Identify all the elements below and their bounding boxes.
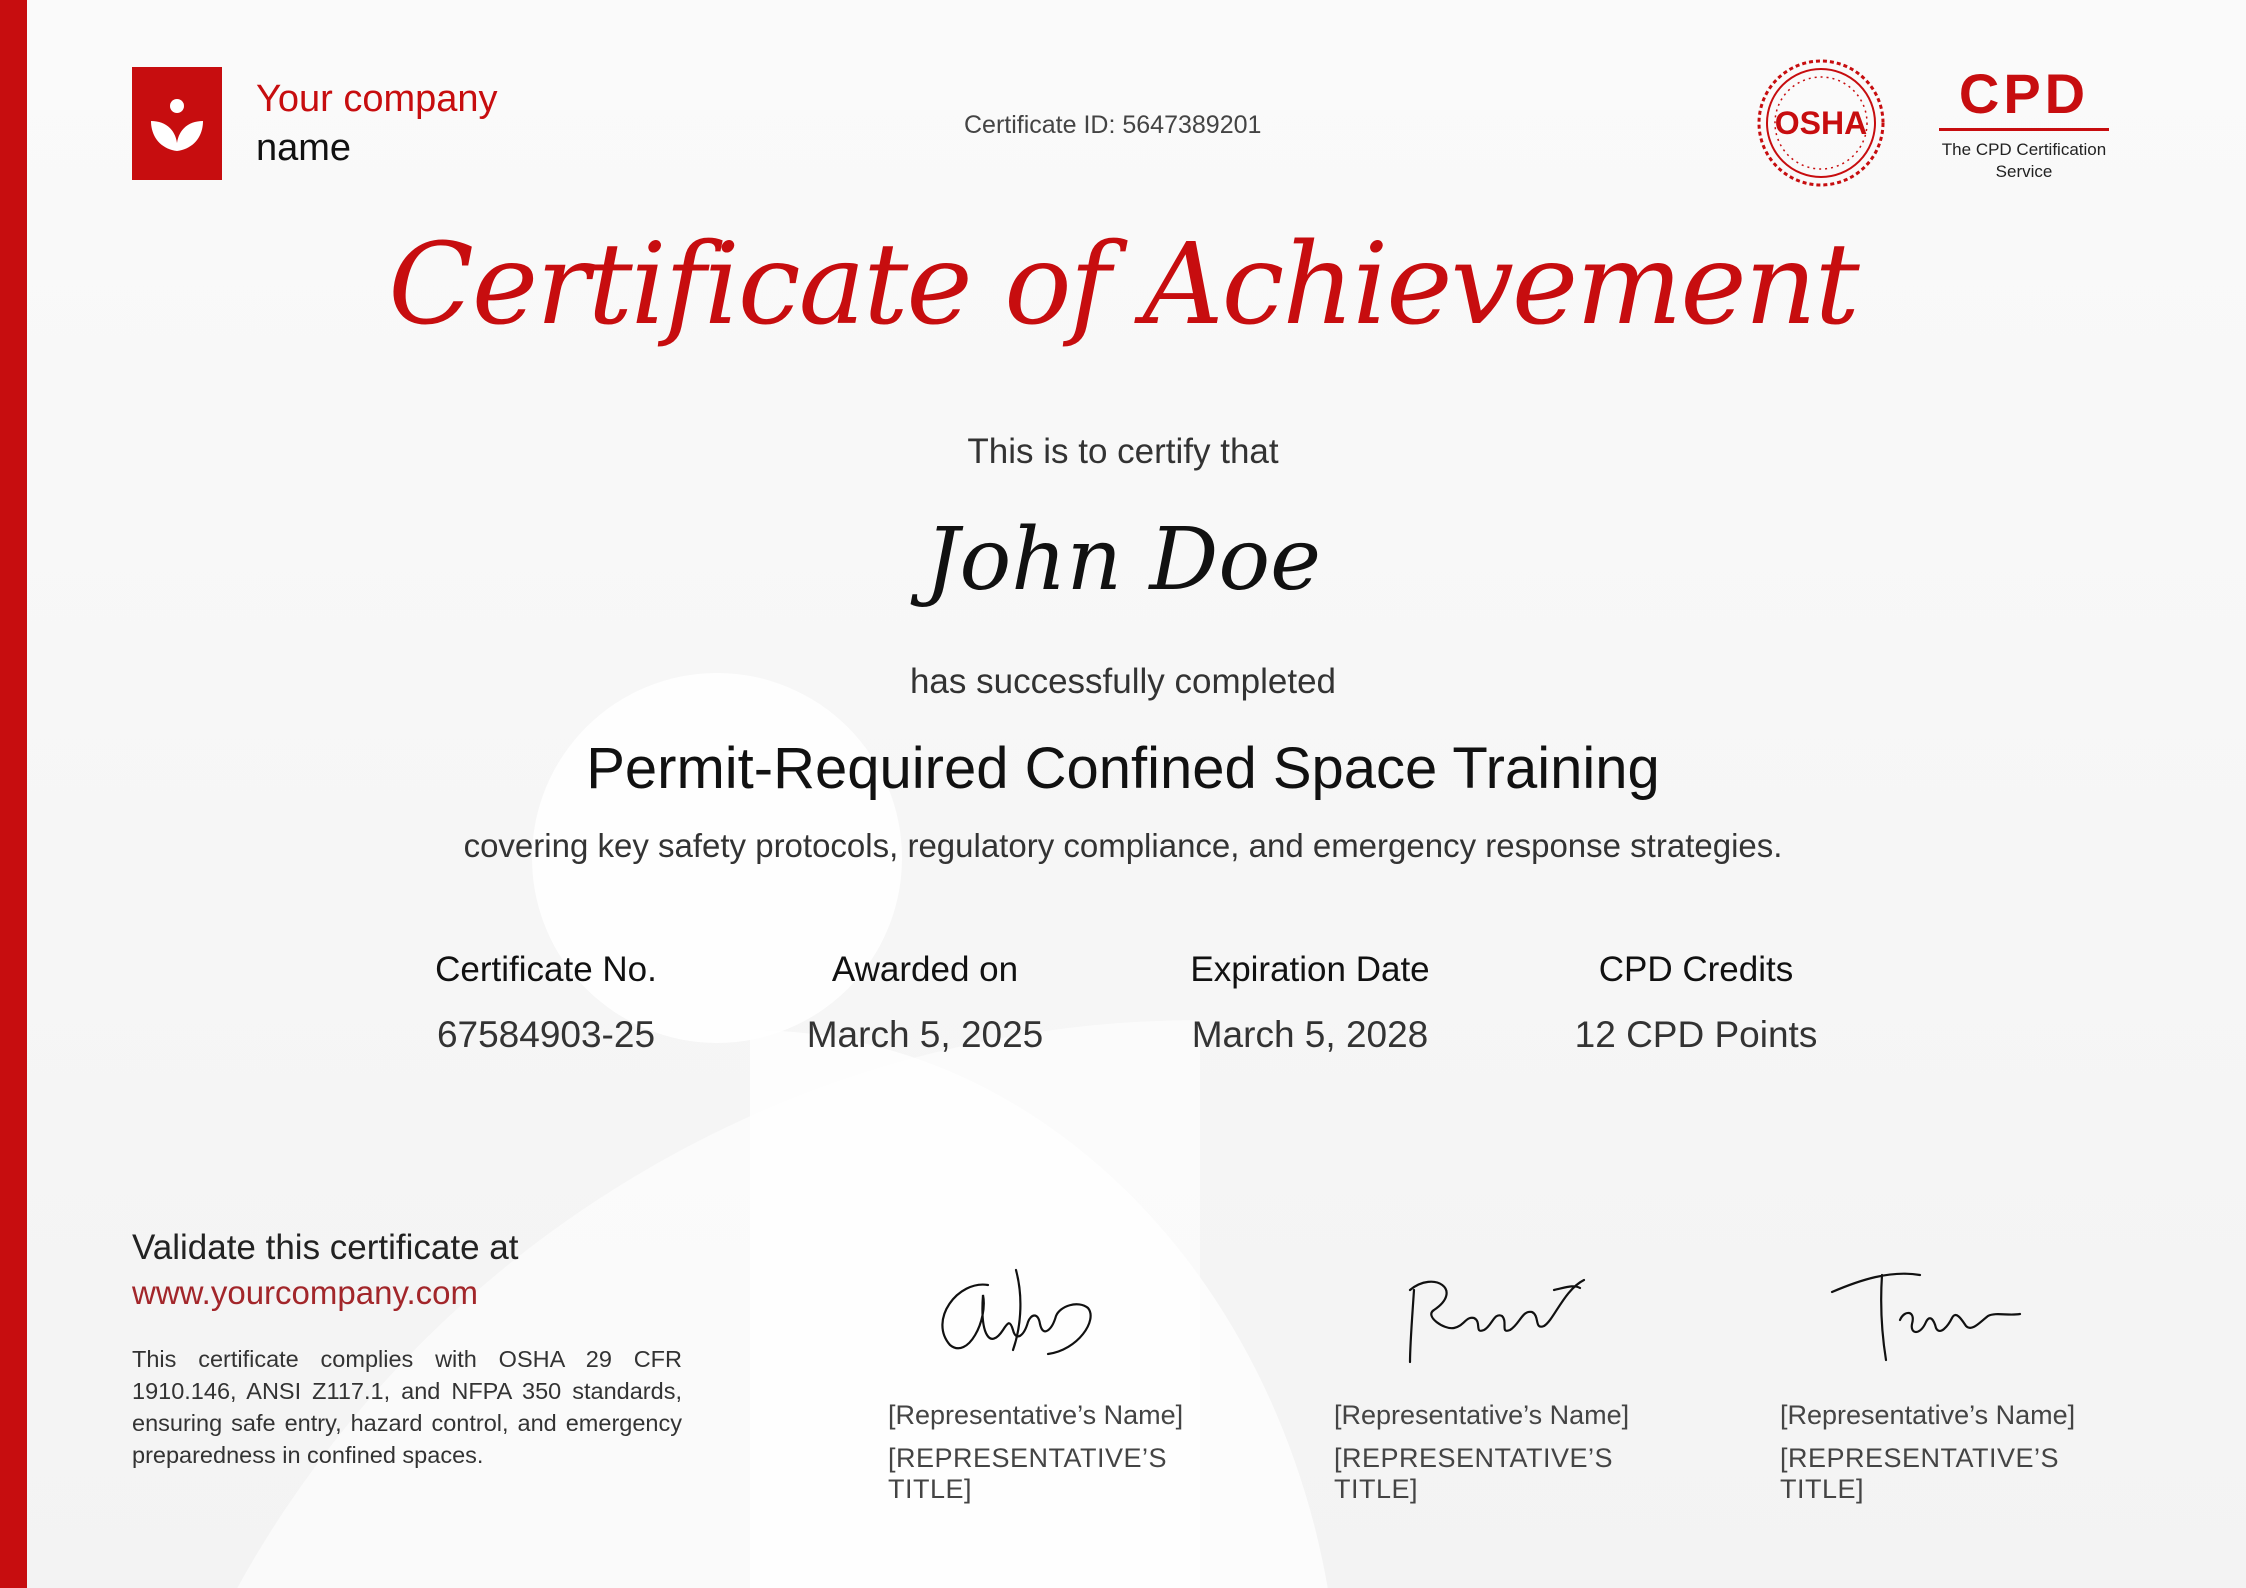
signature-1: [928, 1250, 1168, 1380]
validate-link[interactable]: www.yourcompany.com: [132, 1274, 479, 1311]
representative-title: [REPRESENTATIVE’S TITLE]: [888, 1443, 1168, 1504]
detail-label: Certificate No.: [435, 950, 657, 989]
detail-value: 67584903-25: [436, 1014, 656, 1055]
leaf-person-icon: [147, 97, 207, 157]
detail-awarded-on: [715, 950, 1135, 1056]
cpd-divider: [1939, 128, 2109, 131]
validate-text: Validate this certificate at: [132, 1228, 519, 1267]
representative-title: [REPRESENTATIVE’S TITLE]: [1780, 1443, 2060, 1504]
detail-cpd-credits: [1486, 950, 1906, 1056]
completed-text: has successfully completed: [909, 662, 1337, 701]
signature-3: [1820, 1250, 2080, 1380]
representative-name: [Representative’s Name]: [1780, 1400, 2076, 1430]
detail-value: 12 CPD Points: [1574, 1014, 1818, 1055]
certificate-id: Certificate ID: 5647389201: [964, 111, 1262, 139]
representative-title: [REPRESENTATIVE’S TITLE]: [1334, 1443, 1614, 1504]
company-logo: [132, 67, 222, 180]
detail-label: CPD Credits: [1598, 950, 1794, 989]
detail-expiration-date: [1100, 950, 1520, 1056]
cpd-logo: [1930, 62, 2118, 186]
detail-value: March 5, 2028: [1191, 1014, 1429, 1055]
cpd-service-text: The CPD Certification Service: [1941, 140, 2107, 181]
cpd-mark: CPD: [1958, 62, 2090, 125]
detail-certificate-number: [336, 950, 756, 1056]
detail-label: Expiration Date: [1190, 950, 1430, 989]
representative-name: [Representative’s Name]: [1334, 1400, 1630, 1430]
company-name-line2: name: [256, 127, 352, 169]
osha-seal: [1756, 58, 1886, 188]
recipient-name: John Doe: [925, 510, 1321, 610]
signature-block-2: [1334, 1250, 1694, 1505]
certify-text: This is to certify that: [967, 432, 1279, 471]
signature-block-1: [888, 1250, 1248, 1505]
signature-block-3: [1780, 1250, 2140, 1505]
compliance-text: This certificate complies with OSHA 29 CFR 1910.146, ANSI Z117.1, and NFPA 350 standards, ensuring safe entry, hazard control, and emergency preparedness in confined spaces.: [132, 1346, 682, 1468]
detail-label: Awarded on: [831, 950, 1019, 989]
company-name-line1: Your company: [256, 78, 498, 120]
course-name: Permit-Required Confined Space Training: [586, 736, 1660, 801]
osha-seal-text: OSHA: [1774, 105, 1868, 141]
certificate-title: Certificate of Achievement: [388, 220, 1858, 350]
representative-name: [Representative’s Name]: [888, 1400, 1184, 1430]
signature-2: [1374, 1250, 1614, 1380]
detail-value: March 5, 2025: [806, 1014, 1044, 1055]
course-description: covering key safety protocols, regulatory compliance, and emergency response strategies.: [463, 827, 1783, 864]
